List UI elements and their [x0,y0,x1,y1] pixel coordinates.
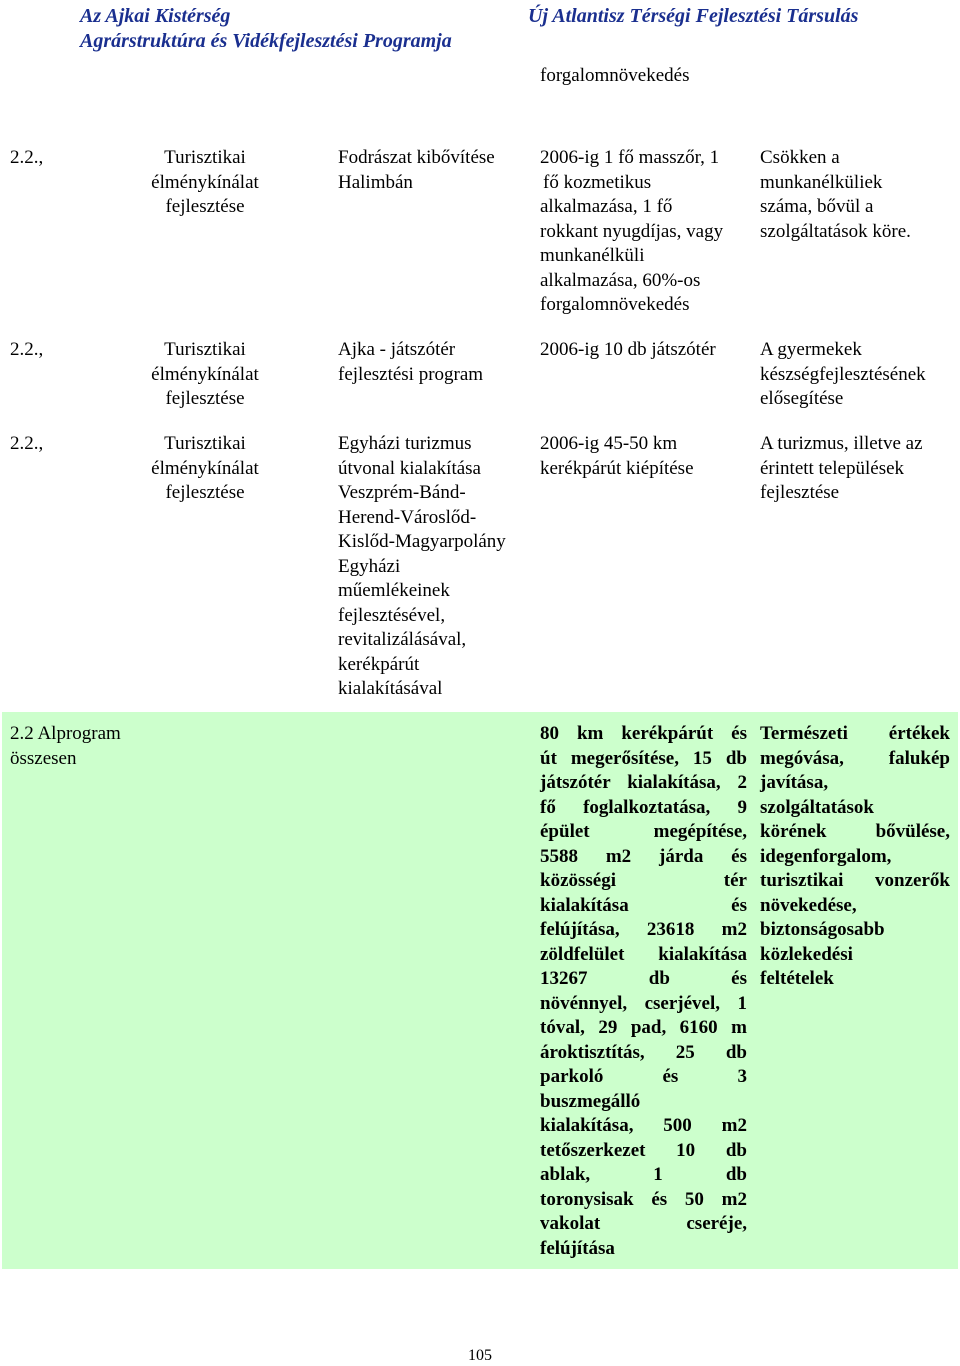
project-line: Halimbán [338,171,413,193]
result-line: szolgáltatások köre. [760,220,911,242]
category-line: élménykínálat [151,363,259,385]
summary-label [10,722,121,771]
project-line: Egyházi turizmus [338,433,472,454]
category-line: fejlesztése [165,196,245,217]
summary-output-line: kialakítása, 500 m2 [540,1115,747,1136]
result-line: A gyermekek [760,339,862,360]
row-result [760,146,911,244]
project-line: fejlesztési program [338,363,484,385]
row-category [140,432,270,506]
project-line: műemlékeinek [338,580,450,601]
project-line: kerékpárút [338,653,420,675]
header-left [80,4,452,54]
header-left-line2: Agrárstruktúra és Vidékfejlesztési Programja [80,30,452,52]
summary-result-line: turisztikai vonzerők [760,870,950,891]
summary-output-line: 5588 m2 járda és [540,845,747,867]
summary-output-line: parkoló és 3 [540,1066,747,1087]
category-line: fejlesztése [165,388,245,409]
row-number: 2.2., [10,147,44,168]
project-line: Kislőd-Magyarpolány [338,531,506,552]
summary-result-line: körének bővülése, [760,821,950,842]
summary-result-line: javítása, [760,772,829,793]
summary-result-line: Természeti értékek [760,723,950,744]
header-left-line1: Az Ajkai Kistérség [80,5,231,27]
row-output [540,146,723,318]
summary-result-line: biztonságosabb [760,919,885,940]
project-line: Egyházi [338,555,401,577]
project-line: kialakításával [338,678,443,699]
category-line: Turisztikai [164,147,246,168]
summary-output-line: épület megépítése, [540,821,747,842]
project-line: Ajka - játszótér [338,339,456,360]
row-result [760,432,923,506]
summary-output [540,722,747,1261]
project-line: Fodrászat kibővítése [338,147,495,168]
summary-output-line: zöldfelület kialakítása [540,943,747,965]
category-line: élménykínálat [151,171,259,193]
summary-output-line: közösségi tér [540,870,747,891]
result-line: készségfejlesztésének [760,363,926,385]
summary-output-line: ároktisztítás, 25 db [540,1041,747,1063]
page-number: 105 [468,1347,492,1364]
summary-result-line: idegenforgalom, [760,845,892,867]
row-category [140,338,270,412]
header-right-line1: Új Atlantisz Térségi Fejlesztési Társulás [528,5,859,27]
project-line: Herend-Városlőd- [338,506,477,528]
summary-output-line: növénnyel, cserjével, 1 [540,992,747,1014]
result-line: fejlesztése [760,482,840,503]
row-project [338,146,495,195]
summary-result-line: feltételek [760,968,834,989]
carryover-text: forgalomnövekedés [540,65,690,86]
summary-output-line: felújítása, 23618 m2 [540,919,747,940]
row-category [140,146,270,220]
summary-output-line: 13267 db és [540,968,747,989]
row-number: 2.2., [10,433,44,454]
summary-output-line: 80 km kerékpárút és [540,723,747,744]
row-output [540,432,694,481]
project-line: útvonal kialakítása [338,457,481,479]
summary-result-line: megóvása, falukép [760,747,950,769]
result-line: Csökken a [760,147,840,168]
summary-result [760,722,950,992]
output-line: rokkant nyugdíjas, vagy [540,220,724,242]
row-project [338,432,506,702]
category-line: Turisztikai [164,339,246,360]
summary-result-line: közlekedési [760,943,853,965]
result-line: A turizmus, illetve az [760,433,923,454]
summary-output-line: út megerősítése, 15 db [540,747,747,769]
row-output [540,338,716,363]
output-line: forgalomnövekedés [540,294,690,315]
summary-result-line: növekedése, [760,894,857,916]
summary-output-line: tóval, 29 pad, 6160 m [540,1017,747,1038]
summary-label-line: 2.2 Alprogram [10,723,121,744]
category-line: Turisztikai [164,433,246,454]
row-result [760,338,926,412]
project-line: revitalizálásával, [338,629,467,650]
project-line: fejlesztésével, [338,604,446,626]
result-line: elősegítése [760,388,844,409]
summary-output-line: ablak, 1 db [540,1164,747,1185]
project-line: Veszprém-Bánd- [338,482,466,503]
category-line: élménykínálat [151,457,259,479]
summary-output-line: kialakítása és [540,894,747,916]
output-line: munkanélküli [540,245,645,266]
result-line: munkanélküliek [760,171,883,193]
summary-output-line: toronysisak és 50 m2 [540,1188,747,1210]
output-line: 2006-ig 1 fő masszőr, 1 [540,147,720,168]
summary-result-line: szolgáltatások [760,796,874,818]
output-line: fő kozmetikus [543,171,652,193]
result-line: száma, bővül a [760,196,874,217]
row-project [338,338,483,387]
category-line: fejlesztése [165,482,245,503]
row-number: 2.2., [10,339,44,360]
summary-label-line: összesen [10,747,77,769]
output-line: alkalmazása, 60%-os [540,269,701,291]
header-right [528,4,858,29]
summary-output-line: felújítása [540,1237,615,1259]
summary-output-line: vakolat cseréje, [540,1213,747,1234]
summary-output-line: játszótér kialakítása, 2 [540,772,747,793]
summary-output-line: buszmegálló [540,1090,641,1112]
result-line: érintett települések [760,457,905,479]
summary-output-line: fő foglalkoztatása, 9 [540,796,747,818]
output-line: 2006-ig 10 db játszótér [540,339,716,360]
output-line: kerékpárút kiépítése [540,457,694,479]
output-line: alkalmazása, 1 fő [540,196,673,217]
summary-output-line: tetőszerkezet 10 db [540,1139,747,1161]
output-line: 2006-ig 45-50 km [540,433,678,454]
